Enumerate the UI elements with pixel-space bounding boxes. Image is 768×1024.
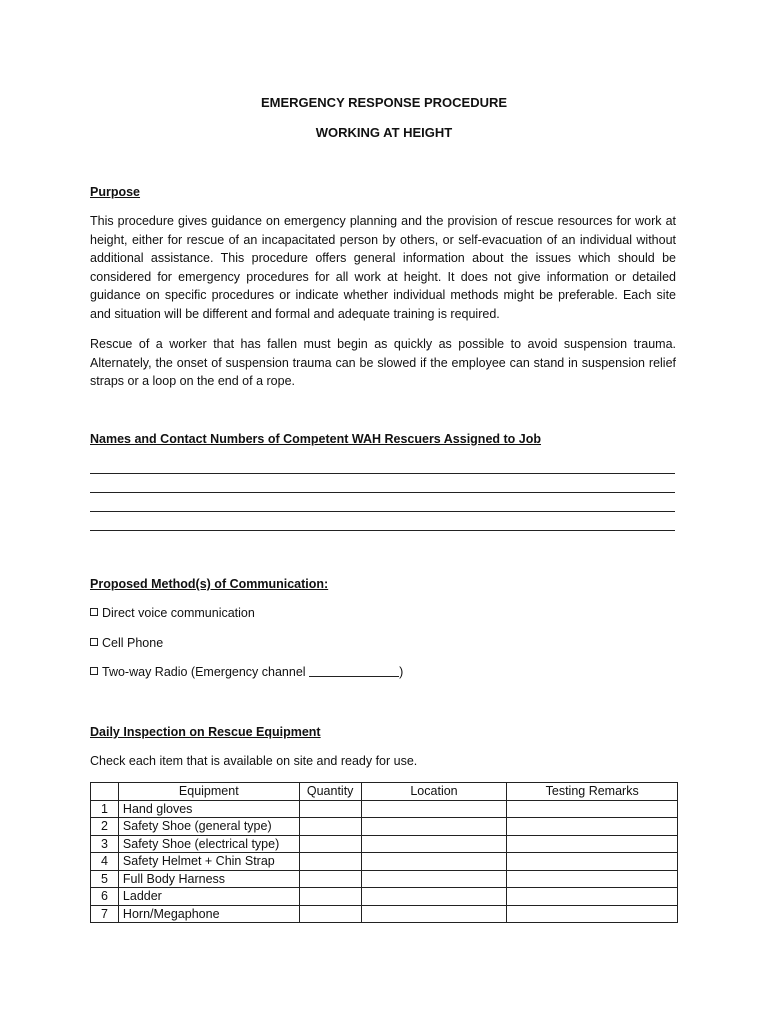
location-cell[interactable]	[361, 835, 507, 853]
table-row	[91, 800, 678, 818]
option-two-way-radio[interactable]	[90, 665, 403, 679]
option-label: Cell Phone	[102, 636, 164, 650]
row-number: 1	[91, 800, 119, 818]
document-subtitle: WORKING AT HEIGHT	[315, 125, 453, 140]
table-row	[91, 870, 678, 888]
row-number: 2	[91, 818, 119, 836]
option-closing: )	[399, 665, 404, 679]
quantity-cell[interactable]	[299, 818, 361, 836]
table-row	[91, 853, 678, 871]
rescuer-entry-line-4[interactable]	[90, 530, 675, 531]
inspection-heading: Daily Inspection on Rescue Equipment	[90, 725, 321, 739]
equipment-name: Ladder	[118, 888, 299, 906]
column-header-quantity: Quantity	[299, 783, 361, 801]
table-row	[91, 818, 678, 836]
purpose-paragraph-2: Rescue of a worker that has fallen must begin as quickly as possible to avoid suspension trauma. Alternately, the onset of suspension trauma can be slowed if the employee can stand in suspension relief straps or a loop on the end of a rope.	[90, 337, 676, 389]
table-row	[91, 905, 678, 923]
communication-heading: Proposed Method(s) of Communication:	[90, 577, 329, 591]
equipment-name: Safety Shoe (general type)	[118, 818, 299, 836]
checkbox-icon[interactable]	[90, 608, 98, 616]
row-number: 5	[91, 870, 119, 888]
location-cell[interactable]	[361, 905, 507, 923]
table-row	[91, 835, 678, 853]
equipment-name: Full Body Harness	[118, 870, 299, 888]
emergency-channel-blank[interactable]	[309, 665, 399, 677]
location-cell[interactable]	[361, 853, 507, 871]
testing-remarks-cell[interactable]	[507, 853, 678, 871]
checkbox-icon[interactable]	[90, 638, 98, 646]
column-header-testing-remarks: Testing Remarks	[507, 783, 678, 801]
column-header-location: Location	[361, 783, 507, 801]
rescuer-entry-line-2[interactable]	[90, 492, 675, 493]
option-direct-voice[interactable]	[90, 606, 255, 620]
testing-remarks-cell[interactable]	[507, 888, 678, 906]
quantity-cell[interactable]	[299, 905, 361, 923]
row-number: 4	[91, 853, 119, 871]
rescuer-entry-line-3[interactable]	[90, 511, 675, 512]
equipment-table	[90, 782, 678, 923]
equipment-name: Horn/Megaphone	[118, 905, 299, 923]
quantity-cell[interactable]	[299, 853, 361, 871]
option-label: Direct voice communication	[102, 606, 255, 620]
column-header-equipment: Equipment	[118, 783, 299, 801]
testing-remarks-cell[interactable]	[507, 800, 678, 818]
option-label: Two-way Radio (Emergency channel	[102, 665, 306, 679]
testing-remarks-cell[interactable]	[507, 870, 678, 888]
equipment-name: Safety Helmet + Chin Strap	[118, 853, 299, 871]
quantity-cell[interactable]	[299, 835, 361, 853]
testing-remarks-cell[interactable]	[507, 818, 678, 836]
testing-remarks-cell[interactable]	[507, 835, 678, 853]
location-cell[interactable]	[361, 870, 507, 888]
rescuer-entry-line-1[interactable]	[90, 473, 675, 474]
table-header-row	[91, 783, 678, 801]
option-cell-phone[interactable]	[90, 636, 163, 650]
inspection-instruction: Check each item that is available on site and ready for use.	[90, 754, 418, 768]
location-cell[interactable]	[361, 818, 507, 836]
row-number: 7	[91, 905, 119, 923]
equipment-name: Safety Shoe (electrical type)	[118, 835, 299, 853]
equipment-name: Hand gloves	[118, 800, 299, 818]
row-number: 3	[91, 835, 119, 853]
row-number: 6	[91, 888, 119, 906]
checkbox-icon[interactable]	[90, 667, 98, 675]
location-cell[interactable]	[361, 888, 507, 906]
purpose-paragraph-1: This procedure gives guidance on emergency planning and the provision of rescue resources for work at height, either for rescue of an incapacitated person by others, or self-evacuation of an individual without additional assistance. This procedure offers general information about the issues which should be considered for emergency procedures for all work at height. It does not give information or detailed guidance on specific procedures or indicate whether individual methods might be preferable. Each site and situation will be different and formal and adequate training is required.	[90, 214, 676, 321]
quantity-cell[interactable]	[299, 870, 361, 888]
purpose-heading: Purpose	[90, 185, 141, 199]
document-title: EMERGENCY RESPONSE PROCEDURE	[260, 95, 508, 110]
rescuers-heading: Names and Contact Numbers of Competent WAH Rescuers Assigned to Job	[90, 432, 542, 446]
quantity-cell[interactable]	[299, 800, 361, 818]
testing-remarks-cell[interactable]	[507, 905, 678, 923]
location-cell[interactable]	[361, 800, 507, 818]
quantity-cell[interactable]	[299, 888, 361, 906]
column-header-number	[91, 783, 119, 801]
table-row	[91, 888, 678, 906]
